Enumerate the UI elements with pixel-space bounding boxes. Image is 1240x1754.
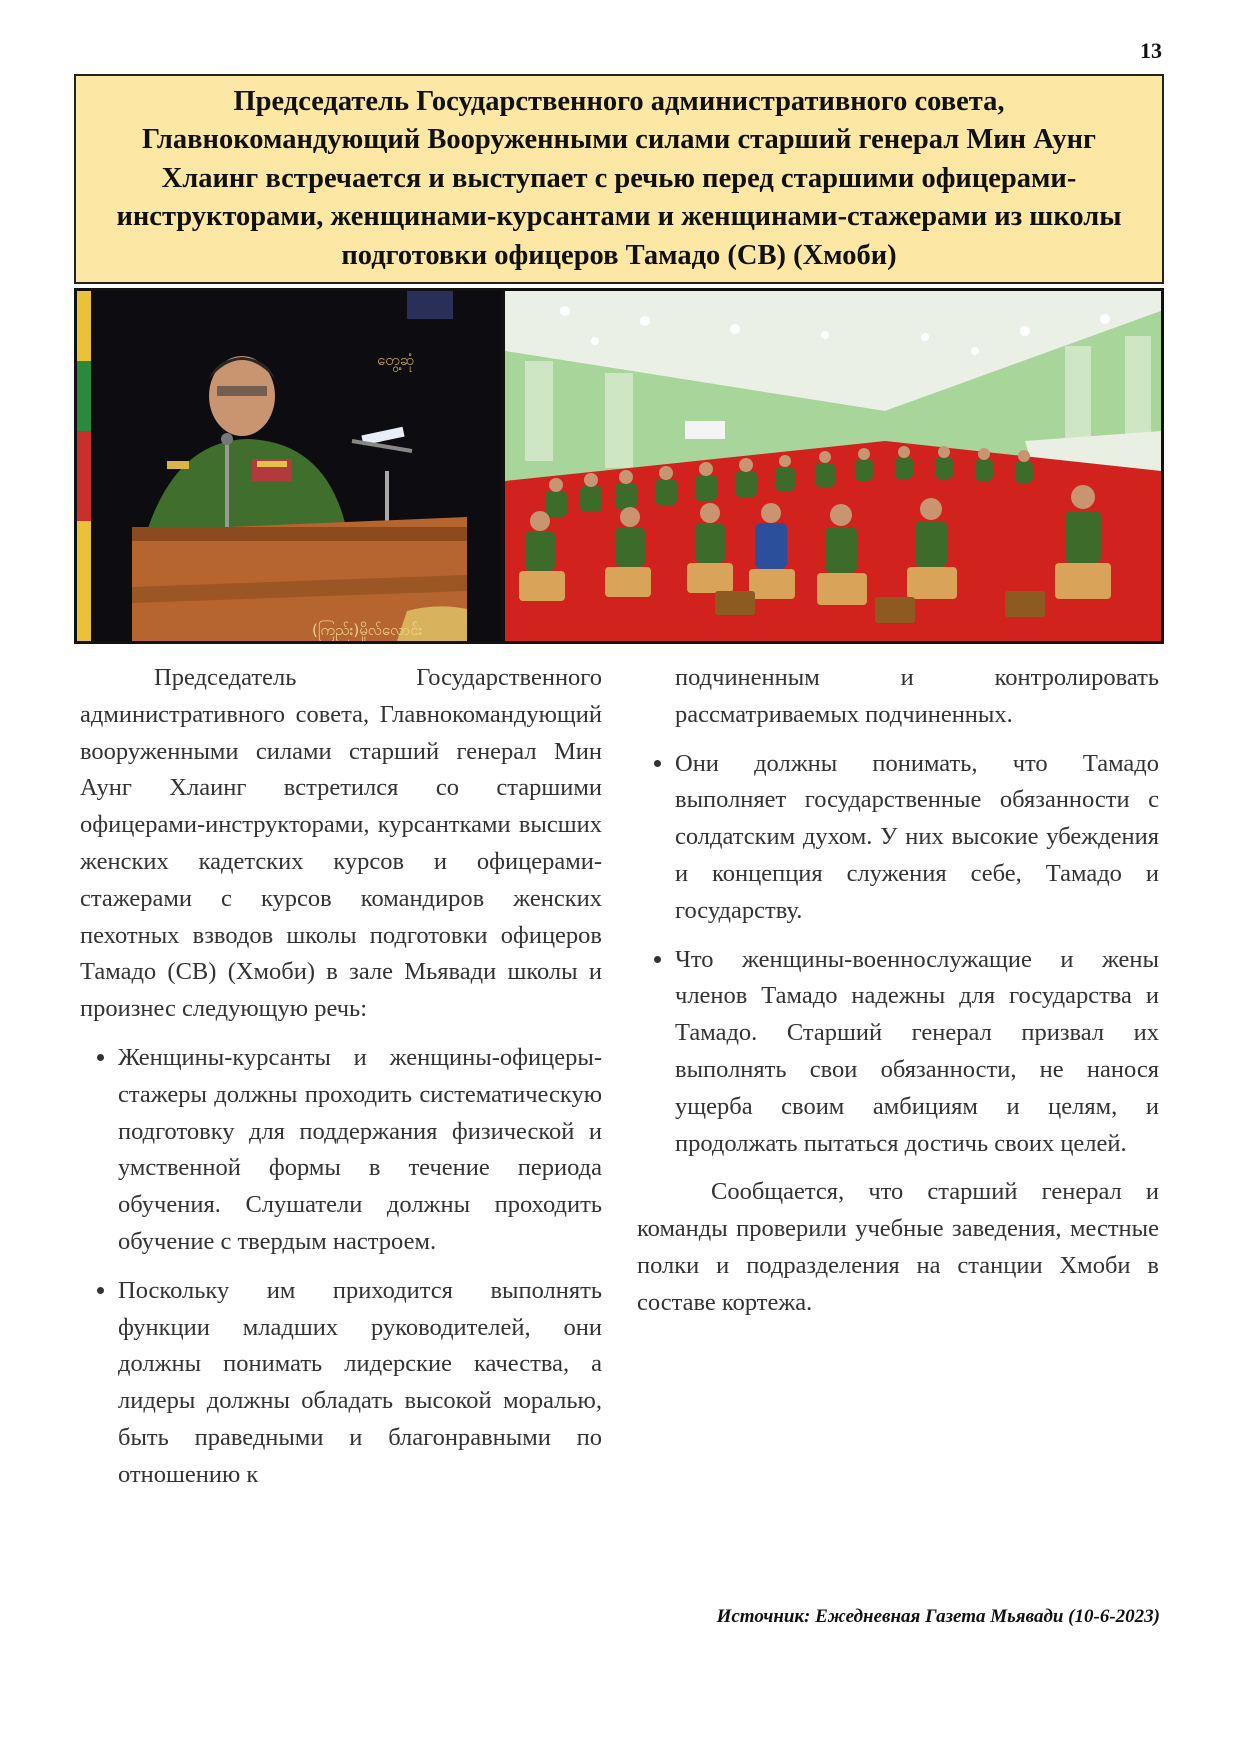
photo-strip [74,288,1164,644]
bullet-list [80,1040,602,1494]
speaker-photo [77,291,501,641]
article-intro: Председатель Государственного административного совета, Главнокомандующий вооруженными силами старший генерал Мин Аунг Хлаинг встретился со старшими офицерами-инструкторами, курсантками высших женских кадетских курсов и офицерами-стажерами с курсов командиров женских пехотных взводов школы подготовки офицеров Тамадо (СВ) (Хмоби) в зале Мьявади школы и произнес следующую речь: [80,664,602,1023]
bullet-item-continued: подчиненным и контролировать рассматриваемых подчиненных. [675,664,1159,728]
podium-script: (ကြည်း)မှိုလ်လောင်း [312,621,423,639]
page-number: 13 [1140,38,1162,63]
source-credit: Источник: Ежедневная Газета Мьявади (10-6-2023) [716,1606,1160,1627]
bullet-item: • Они должны понимать, что Тамадо выполняет государственные обязанности с солдатским духом. У них высокие убеждения и концепция служения себе, Тамадо и государству. [675,746,1159,930]
bullet-item: • Женщины-курсанты и женщины-офицеры-стажеры должны проходить систематическую подготовку для поддержания физической и умственной формы в течение периода обучения. Слушатели должны проходить обучение с твердым настроем. [118,1040,602,1261]
title-box [74,74,1164,284]
bullet-item: • Что женщины-военнослужащие и жены членов Тамадо надежны для государства и Тамадо. Старший генерал призвал их выполнять свои обязанности, не нанося ущерба своим амбициям и целям, и продолжать пытаться достичь своих целей. [675,942,1159,1163]
bullet-list-continued [637,660,1159,1162]
article-column-right [637,660,1159,1334]
article-column-left [80,660,602,1506]
article-closing: Сообщается, что старший генерал и команды проверили учебные заведения, местные полки и подразделения на станции Хмоби в составе кортежа. [637,1178,1159,1316]
article-title: Председатель Государственного административного совета, Главнокомандующий Вооруженными силами старший генерал Мин Аунг Хлаинг встречается и выступает с речью перед старшими офицерами-инструкторами, женщинами-курсантами и женщинами-стажерами из школы подготовки офицеров Тамадо (СВ) (Хмоби) [116,85,1122,271]
banner-script: တွေ့ဆုံ [377,351,415,369]
bullet-item: • Поскольку им приходится выполнять функции младших руководителей, они должны понимать лидерские качества, а лидеры должны обладать высокой моралью, быть праведными и благонравными по отношению к [118,1273,602,1494]
article-columns [80,660,1160,1640]
audience-photo [505,291,1161,641]
